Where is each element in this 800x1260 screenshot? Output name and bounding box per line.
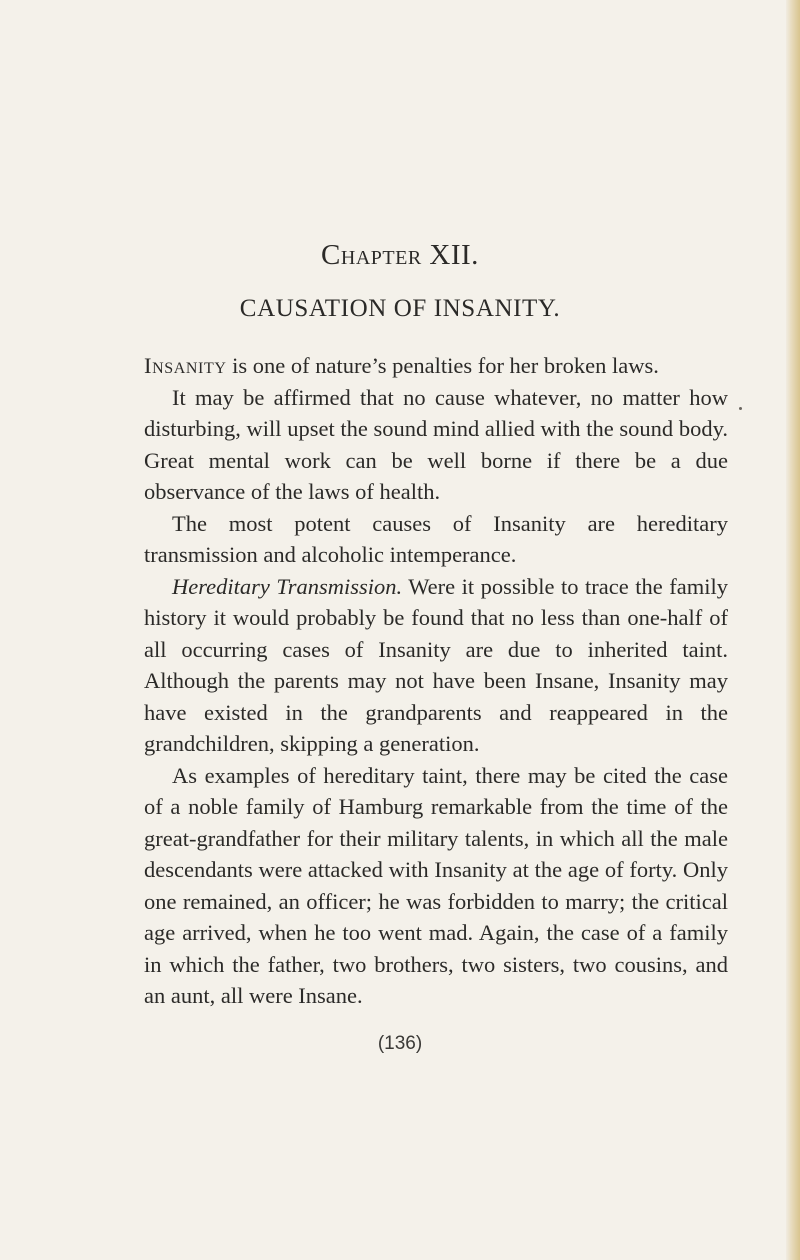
paragraph-4 bbox=[144, 571, 728, 760]
paragraph-4-text: Were it possible to trace the family history it would probably be found that no less than one-half of all occurring cases of Insanity are due to inherited taint. Although the parents may not have been Insane, Insanity may have existed in the grandparents and reappeared in the grandchildren, skipping a generation. bbox=[144, 573, 728, 756]
paragraph-1 bbox=[144, 350, 728, 382]
paragraph-4-heading: Hereditary Transmission. bbox=[172, 573, 403, 599]
paragraph-1-text: is one of nature’s penalties for her broken laws. bbox=[226, 353, 659, 378]
paper-speck bbox=[739, 407, 742, 410]
paragraph-5: As examples of hereditary taint, there may be cited the case of a noble family of Hamburg remarkable from the time of the great-grandfather for their military talents, in which all the male descendants were attacked with Insanity at the age of forty. Only one remained, an officer; he was forbidden to marry; the critical age arrived, when he too went mad. Again, the case of a family in which the father, two brothers, two sisters, two cousins, and an aunt, all were Insane. bbox=[144, 762, 728, 1008]
chapter-heading: Chapter XII. bbox=[321, 239, 479, 271]
paragraph-3: The most potent causes of Insanity are hereditary transmission and alcoholic intemperance. bbox=[144, 510, 728, 567]
paragraph-2: It may be affirmed that no cause whatever, no matter how disturbing, will upset the sound mind allied with the sound body. Great mental work can be well borne if there be a due observance of the laws of health. bbox=[144, 384, 728, 504]
page-number: (136) bbox=[377, 1033, 423, 1054]
page-edge bbox=[786, 0, 800, 1260]
body-text bbox=[144, 350, 728, 1012]
paragraph-1-lead: Insanity bbox=[144, 353, 227, 378]
chapter-title: CAUSATION OF INSANITY. bbox=[239, 295, 561, 322]
